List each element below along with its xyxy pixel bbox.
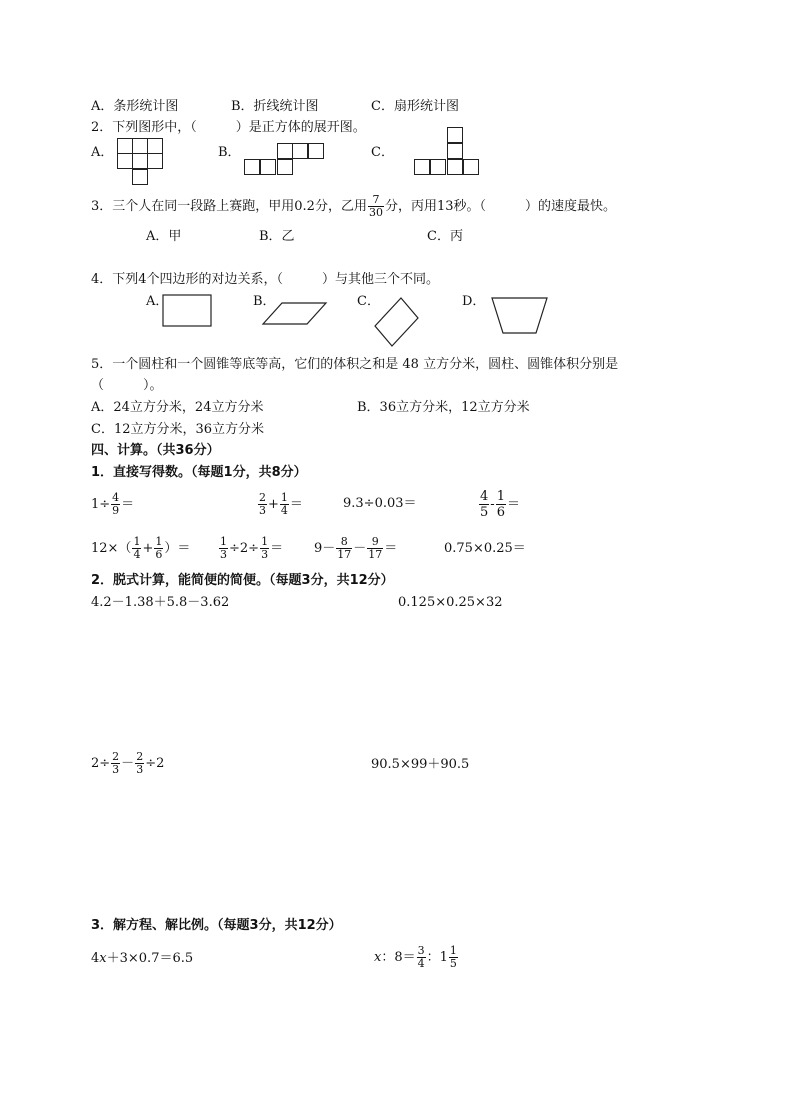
q1-option-c: C．扇形统计图 (371, 99, 459, 114)
q5-option-c: C．12立方分米，36立方分米 (91, 422, 265, 437)
q3-fraction: $\frac{7}{30}$ (368, 193, 383, 219)
q2-option-a-label: A． (91, 145, 114, 160)
p3-equation-1: 4x＋3×0.7＝6.5 (91, 951, 194, 966)
p2-title: 2．脱式计算，能简便的简便。（每题3分，共12分） (91, 573, 394, 588)
p2-expression-2: 0.125×0.25×32 (398, 595, 503, 610)
q4-stem: 4．下列4个四边形的对边关系，（ ）与其他三个不同。 (91, 272, 440, 287)
q3-stem: 3．三个人在同一段路上赛跑，甲用0.2分，乙用 $\frac{7}{30}$ 分，丙用13秒。（ ）的速度最快。 (91, 193, 616, 219)
p1-expression-2: $\frac{2}{3}$ + $\frac{1}{4}$ ＝ (259, 491, 303, 517)
p1-expression-8: 0.75×0.25＝ (444, 541, 526, 556)
q4-trapezoid-shape (491, 297, 549, 335)
p2-expression-1: 4.2－1.38＋5.8－3.62 (91, 595, 230, 610)
q5-stem: 5．一个圆柱和一个圆锥等底等高，它们的体积之和是 48 立方分米，圆柱、圆锥体积分别是 (91, 357, 619, 372)
q4-parallelogram-shape (262, 302, 328, 326)
q3-option-a: A．甲 (146, 229, 182, 244)
q4-option-d-label: D． (462, 294, 486, 309)
p3-equation-2: x：8＝ $\frac{3}{4}$ ：1 $\frac{1}{5}$ (374, 944, 457, 970)
p1-expression-5: 12×（ $\frac{1}{4}$ + $\frac{1}{6}$ ）＝ (91, 535, 191, 561)
q4-rhombus-shape (374, 297, 420, 349)
section4-title: 四、计算。（共36分） (91, 443, 220, 458)
q2-stem: 2．下列图形中，（ ）是正方体的展开图。 (91, 120, 366, 135)
p1-expression-4: $\frac{4}{5}$ - $\frac{1}{6}$ ＝ (480, 489, 520, 520)
q1-option-b: B．折线统计图 (231, 99, 319, 114)
p1-expression-6: $\frac{1}{3}$ ÷2÷ $\frac{1}{3}$ ＝ (220, 535, 284, 561)
q5-blank: （ ）。 (91, 378, 163, 393)
q2-option-c-label: C． (371, 145, 394, 160)
p3-title: 3．解方程、解比例。（每题3分，共12分） (91, 918, 342, 933)
q4-option-a-label: A． (146, 294, 169, 309)
q4-rectangle-shape (162, 294, 214, 328)
p1-expression-1: 1÷ $\frac{4}{9}$ ＝ (91, 491, 135, 517)
p2-expression-3: 2÷ $\frac{2}{3}$ － $\frac{2}{3}$ ÷2 (91, 750, 165, 776)
q5-option-a: A．24立方分米，24立方分米 (91, 400, 264, 415)
q3-option-c: C．丙 (427, 229, 463, 244)
q5-option-b: B．36立方分米，12立方分米 (357, 400, 530, 415)
p1-expression-3: 9.3÷0.03＝ (343, 496, 417, 511)
q2-option-b-label: B． (218, 145, 241, 160)
p2-expression-4: 90.5×99＋90.5 (371, 757, 470, 772)
q4-option-b-label: B． (253, 294, 276, 309)
q4-option-c-label: C． (357, 294, 380, 309)
q1-option-a: A．条形统计图 (91, 99, 179, 114)
q3-option-b: B．乙 (259, 229, 295, 244)
p1-title: 1．直接写得数。（每题1分，共8分） (91, 465, 307, 480)
p1-expression-7: 9－ $\frac{8}{17}$ － $\frac{9}{17}$ ＝ (314, 535, 398, 561)
